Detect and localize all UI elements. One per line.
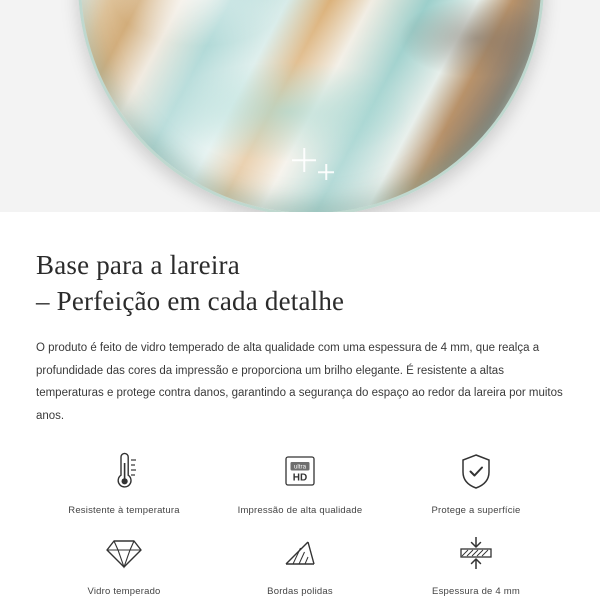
feature-label: Vidro temperado: [87, 585, 161, 597]
description-paragraph: O produto é feito de vidro temperado de alta qualidade com uma espessura de 4 mm, que realça a profundidade das cores da impressão e proporciona um brilho elegante. É resistente a altas temperaturas e protege contra danos, garantindo a segurança do espaço ao redor da lareira por muitos anos.: [36, 342, 563, 422]
polished-edges-icon: [277, 530, 323, 576]
svg-text:HD: HD: [292, 472, 308, 484]
svg-text:ultra: ultra: [293, 463, 307, 471]
feature-label: Impressão de alta qualidade: [237, 504, 363, 516]
feature-item: [212, 530, 388, 597]
feature-grid: [36, 449, 564, 597]
thickness-icon: [453, 530, 499, 576]
feature-label: Resistente à temperatura: [68, 504, 180, 516]
shield-check-icon: [453, 449, 499, 495]
headline-line-2: – Perfeição em cada detalhe: [36, 285, 345, 316]
feature-label: Bordas polidas: [267, 585, 333, 597]
content-section: [0, 212, 600, 597]
diamond-icon: [101, 530, 147, 576]
feature-item: [388, 530, 564, 597]
feature-item: [212, 449, 388, 516]
thermometer-icon: [101, 449, 147, 495]
ultra-hd-icon: [277, 449, 323, 495]
feature-label: Protege a superfície: [431, 504, 521, 516]
feature-item: [36, 449, 212, 516]
page-title: [36, 248, 564, 319]
feature-item: [36, 530, 212, 597]
headline-line-1: Base para a lareira: [36, 250, 240, 280]
hero-image: [0, 0, 600, 212]
feature-label: Espessura de 4 mm: [432, 585, 520, 597]
feature-item: [388, 449, 564, 516]
round-glass-fireplace-plate: [78, 0, 544, 212]
